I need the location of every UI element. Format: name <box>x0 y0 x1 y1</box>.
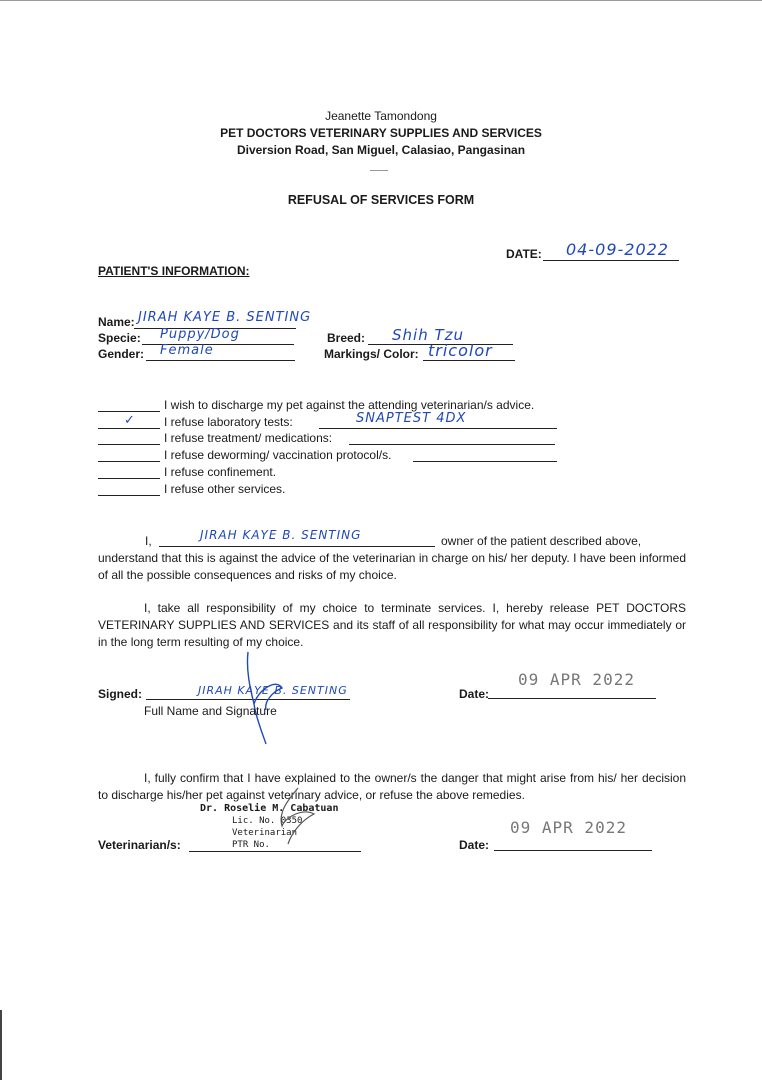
markings-value: tricolor <box>428 341 493 360</box>
signature-caption: Full Name and Signature <box>144 704 277 718</box>
option-detail-line <box>349 444 555 445</box>
clinic-owner-name: Jeanette Tamondong <box>325 109 437 123</box>
signed-label: Signed: <box>98 687 142 701</box>
markings-label: Markings/ Color: <box>324 347 419 361</box>
gender-line <box>146 360 295 361</box>
gender-label: Gender: <box>98 347 145 361</box>
option-text: I refuse other services. <box>164 482 286 496</box>
option-detail-line <box>319 428 557 429</box>
option-blank <box>98 495 160 496</box>
vet-label: Veterinarian/s: <box>98 838 181 852</box>
vet-date-label: Date: <box>459 838 490 852</box>
owner-signature-scribble <box>236 648 306 746</box>
breed-label: Breed: <box>327 331 366 345</box>
option-blank <box>98 478 160 479</box>
signed-value: JIRAH KAYE B. SENTING <box>198 684 348 697</box>
vet-stamp-name: Dr. Roselie M. Cabatuan <box>200 803 339 814</box>
owner-date-stamp: 09 APR 2022 <box>518 670 635 689</box>
breed-value: Shih Tzu <box>392 326 465 344</box>
patient-info-heading: PATIENT'S INFORMATION: <box>98 264 250 278</box>
specie-label: Specie: <box>98 331 141 345</box>
option-detail-value: SNAPTEST 4DX <box>356 411 467 426</box>
vet-date-stamp: 09 APR 2022 <box>510 818 627 837</box>
responsibility-paragraph: I, take all responsibility of my choice to terminate services. I, hereby release PET DOCTORS VETERINARY SUPPLIES AND SERVICES and its staff of all responsibility for what may occur immediately or in the long term resulting of my choice. <box>98 601 686 649</box>
vet-signature-scribble <box>258 786 328 846</box>
name-value: JIRAH KAYE B. SENTING <box>138 310 312 325</box>
option-text: I refuse deworming/ vaccination protocol/s. <box>164 448 392 462</box>
option-blank <box>98 428 160 429</box>
form-title: REFUSAL OF SERVICES FORM <box>287 193 475 207</box>
markings-line <box>423 360 515 361</box>
date-label: DATE: <box>506 247 542 261</box>
statement-body: understand that this is against the advice of the veterinarian in charge on his/ her deputy. I have been informed of all the possible consequences and risks of my choice. <box>98 551 686 582</box>
option-blank <box>98 411 160 412</box>
option-text: I refuse treatment/ medications: <box>164 431 333 445</box>
statement-owner-suffix: owner of the patient described above, <box>441 534 642 548</box>
owner-date-line <box>488 698 656 699</box>
scan-edge-left <box>0 1010 2 1080</box>
statement-i-label: I, <box>145 534 152 548</box>
option-check-mark: ✓ <box>124 413 136 428</box>
vet-stamp-license: Lic. No. 0350 <box>232 816 303 826</box>
vet-stamp-title: Veterinarian <box>232 828 298 838</box>
date-line <box>543 260 679 261</box>
vet-signature-line <box>189 851 361 852</box>
vet-stamp-ptr: PTR No. <box>232 840 270 850</box>
vet-date-line <box>494 850 652 851</box>
gender-value: Female <box>160 343 214 358</box>
option-text: I refuse laboratory tests: <box>164 415 293 429</box>
scan-edge-top <box>0 0 762 1</box>
date-value: 04-09-2022 <box>566 240 669 259</box>
specie-value: Puppy/Dog <box>160 327 240 342</box>
owner-date-label: Date: <box>459 687 490 701</box>
statement-owner-line <box>159 546 435 547</box>
header-mark <box>370 170 388 171</box>
option-text: I refuse confinement. <box>164 465 277 479</box>
option-detail-line <box>413 461 557 462</box>
clinic-address: Diversion Road, San Miguel, Calasiao, Pangasinan <box>236 143 526 157</box>
clinic-business-name: PET DOCTORS VETERINARY SUPPLIES AND SERVICES <box>220 126 542 140</box>
name-label: Name: <box>98 315 135 329</box>
option-text: I wish to discharge my pet against the attending veterinarian/s advice. <box>164 398 535 412</box>
option-blank <box>98 461 160 462</box>
statement-owner-value: JIRAH KAYE B. SENTING <box>200 528 362 542</box>
option-blank <box>98 444 160 445</box>
vet-confirm-paragraph: I, fully confirm that I have explained to the owner/s the danger that might arise from his/ her decision to discharge his/her pet against veterinary advice, or refuse the above remedies. <box>98 771 686 802</box>
